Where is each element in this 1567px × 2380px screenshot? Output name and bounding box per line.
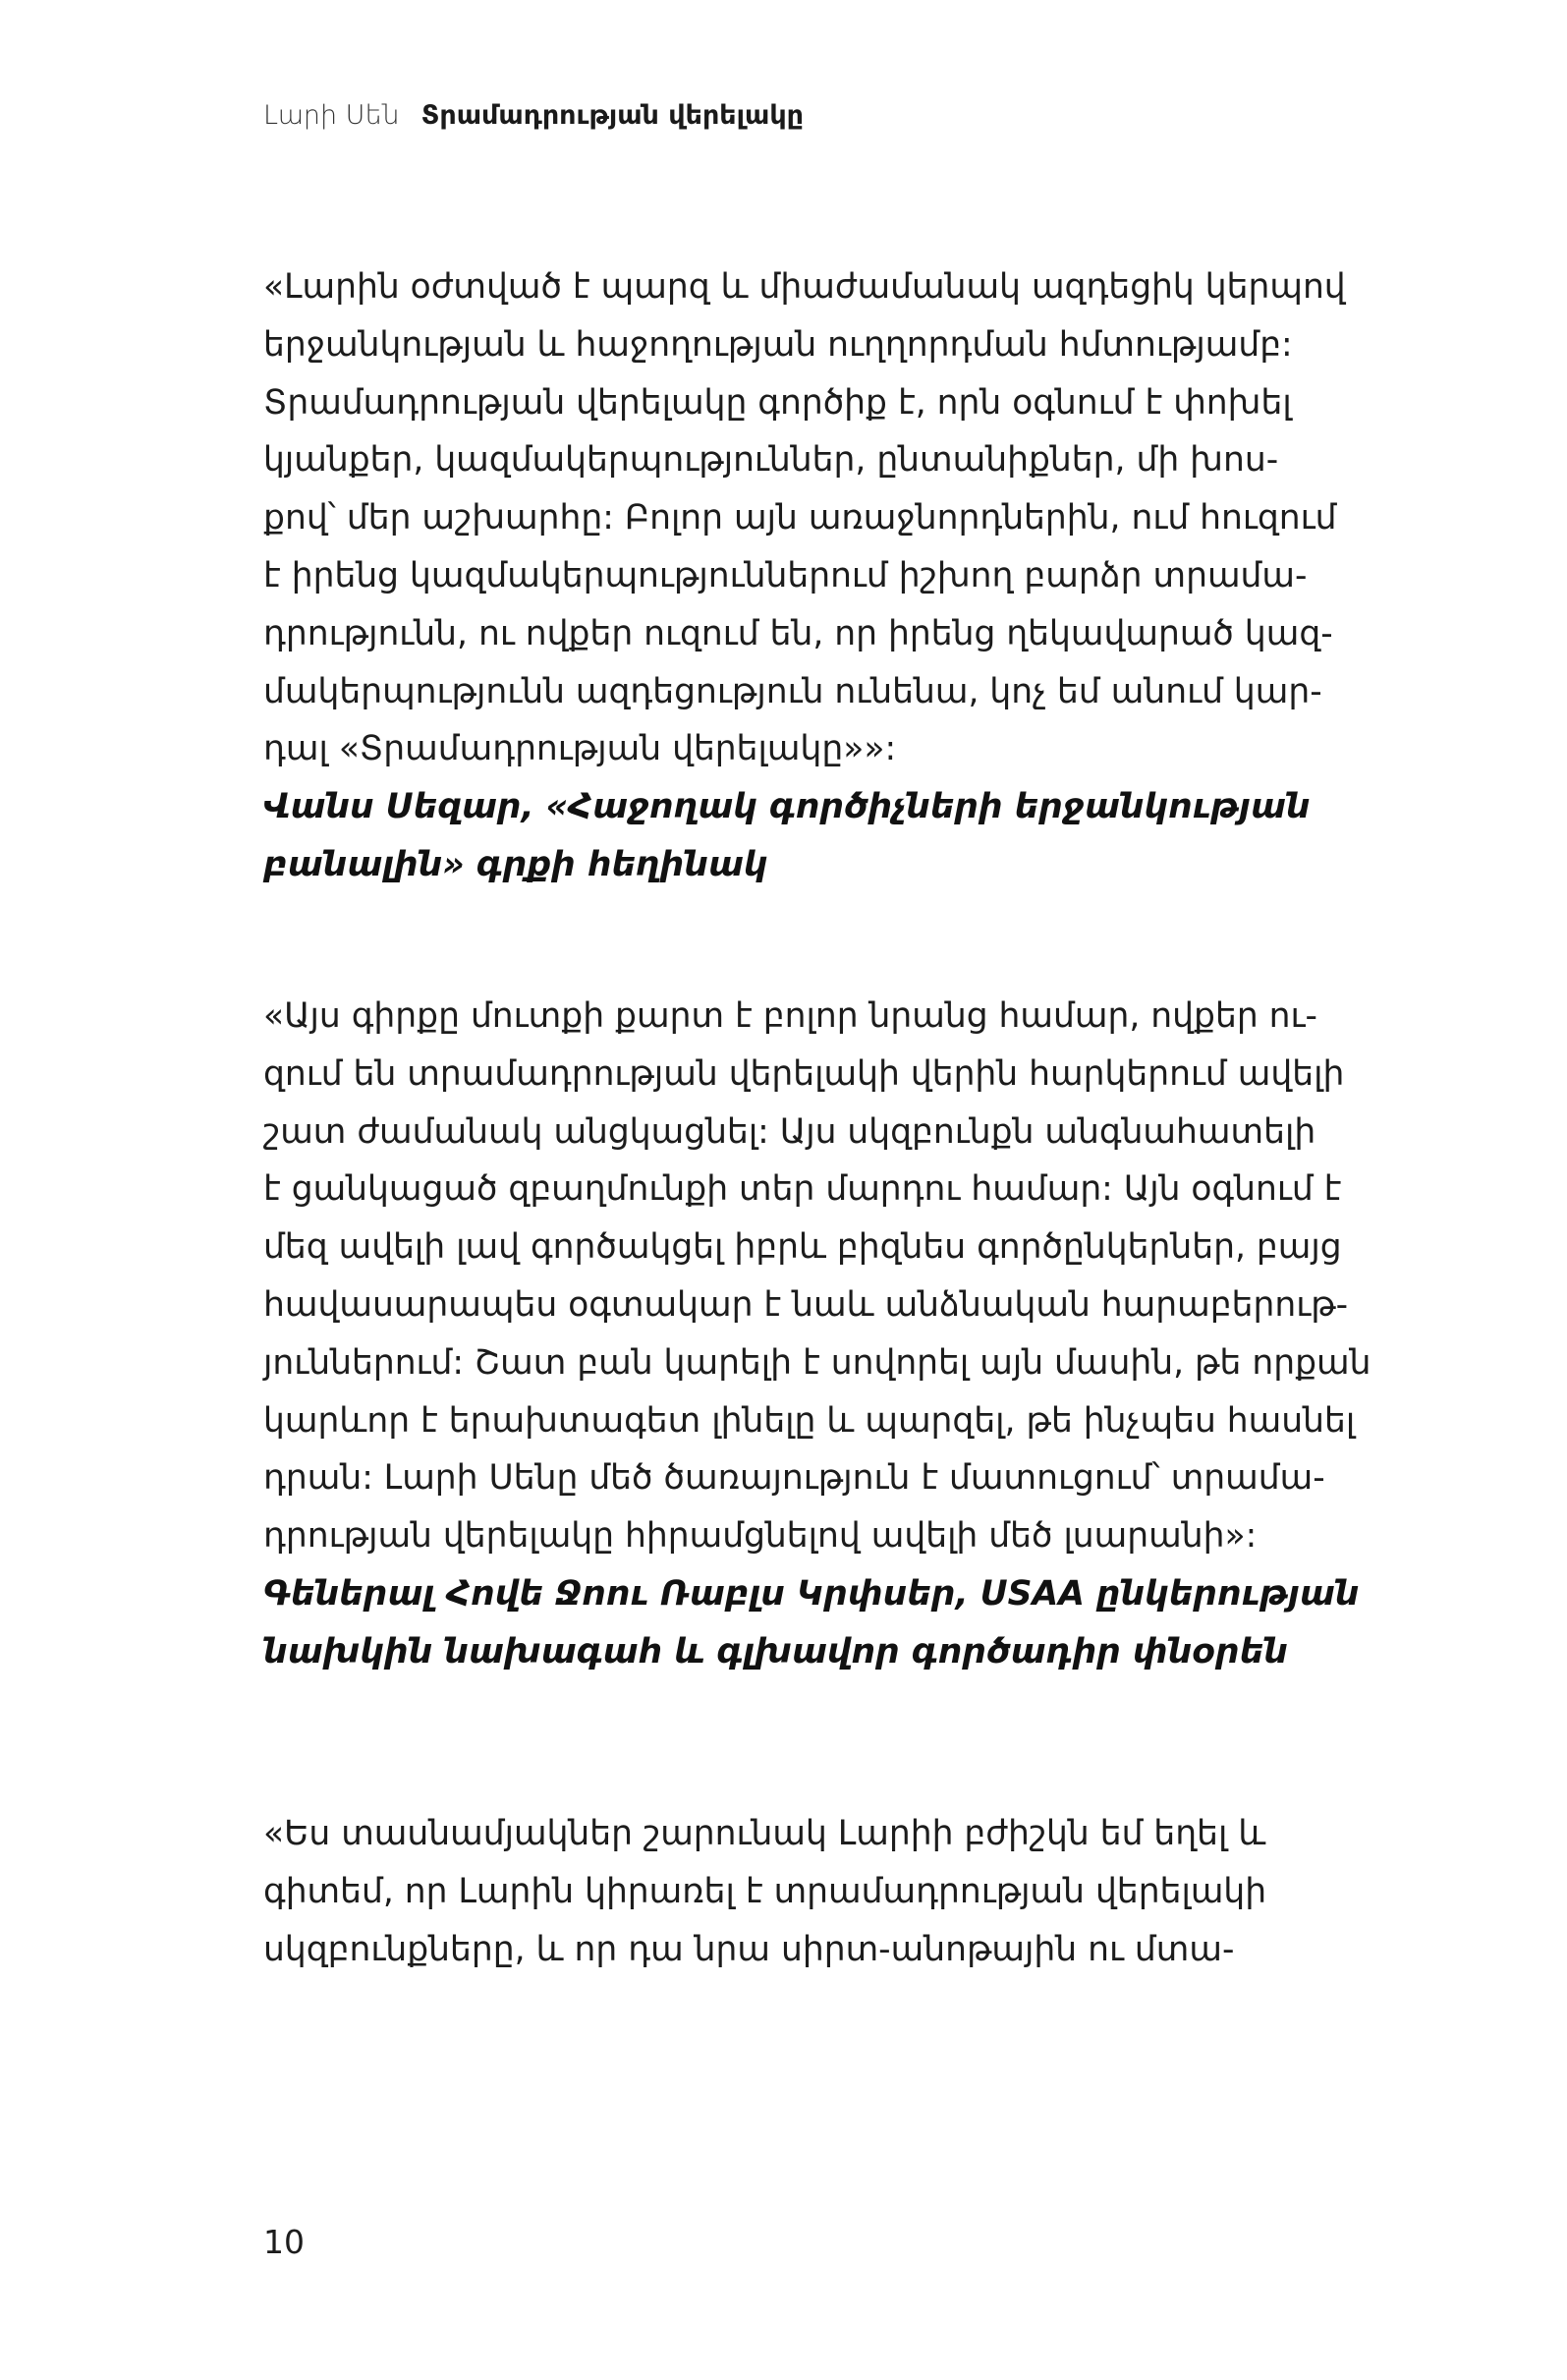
testimonial-line: շատ ժամանակ անցկացնել: Այս սկզբունքն անգնահատելի: [263, 1111, 1316, 1152]
testimonial-line: զում են տրամադրության վերելակի վերին հարկերում ավելի: [263, 1053, 1345, 1094]
testimonial-line: դրությունն, ու ովքեր ուզում են, որ իրենց ղեկավարած կազ-: [263, 613, 1333, 653]
testimonial-attribution: Վանս Սեզար, «Հաջողակ գործիչների երջանկության: [263, 787, 1311, 827]
testimonial-attribution: բանալին» գրքի հեղինակ: [263, 844, 768, 884]
testimonial-line: քով՝ մեր աշխարհը: Բոլոր այն առաջնորդներին, ում հուզում: [263, 498, 1337, 538]
testimonial-line: դրան: Լարի Սենը մեծ ծառայություն է մատուցում՝ տրամա-: [263, 1458, 1325, 1499]
testimonial-line: սկզբունքները, և որ դա նրա սիրտ-անոթային ու մտա-: [263, 1929, 1235, 1969]
testimonial-line: «Այս գիրքը մուտքի քարտ է բոլոր նրանց համար, ովքեր ու-: [263, 996, 1317, 1036]
testimonial-line: դրության վերելակը հիրամցնելով ավելի մեծ լսարանի»:: [263, 1516, 1258, 1557]
header-book-title: Տրամադրության վերելակը: [420, 100, 805, 131]
testimonial-line: երջանկության և հաջողության ուղղորդման հմտությամբ:: [263, 324, 1293, 365]
testimonial-line: մեզ ավելի լավ գործակցել իբրև բիզնես գործընկերներ, բայց: [263, 1227, 1342, 1268]
testimonial-line: է ցանկացած զբաղմունքի տեր մարդու համար: Այն օգնում է: [263, 1169, 1342, 1210]
testimonial-3: [263, 1805, 1423, 1978]
running-header: [263, 98, 804, 134]
testimonial-2: [263, 988, 1423, 1681]
testimonial-line: կյանքեր, կազմակերպություններ, ընտանիքներ, մի խոս-: [263, 440, 1279, 481]
testimonial-line: դալ «Տրամադրության վերելակը»»:: [263, 729, 897, 769]
testimonial-1: [263, 258, 1423, 894]
testimonial-line: է իրենց կազմակերպություններում իշխող բարձր տրամա-: [263, 555, 1308, 595]
page-number: 10: [263, 2223, 305, 2261]
header-author: Լարի Սեն: [263, 100, 400, 131]
testimonial-line: յուններում: Շատ բան կարելի է սովորել այն մասին, թե որքան: [263, 1342, 1371, 1383]
testimonial-line: գիտեմ, որ Լարին կիրառել է տրամադրության վերելակի: [263, 1871, 1267, 1911]
testimonial-line: կարևոր է երախտագետ լինելը և պարզել, թե ինչպես հասնել: [263, 1400, 1356, 1441]
testimonial-line: Տրամադրության վերելակը գործիք է, որն օգնում է փոխել: [263, 382, 1292, 423]
testimonial-line: «Ես տասնամյակներ շարունակ Լարիի բժիշկն եմ եղել և: [263, 1814, 1266, 1853]
testimonial-attribution: Գեներալ Հովե Ջոու Ռաբլս Կրփսեր, USAA ընկերության: [263, 1573, 1360, 1614]
testimonial-line: «Լարին օժտված է պարզ և միաժամանակ ազդեցիկ կերպով: [263, 267, 1346, 307]
testimonial-line: հավասարապես օգտակար է նաև անձնական հարաբերութ-: [263, 1284, 1349, 1325]
testimonial-attribution: նախկին նախագահ և գլխավոր գործադիր փնօրեն: [263, 1631, 1288, 1672]
testimonial-line: մակերպությունն ազդեցություն ունենա, կոչ եմ անում կար-: [263, 671, 1322, 711]
